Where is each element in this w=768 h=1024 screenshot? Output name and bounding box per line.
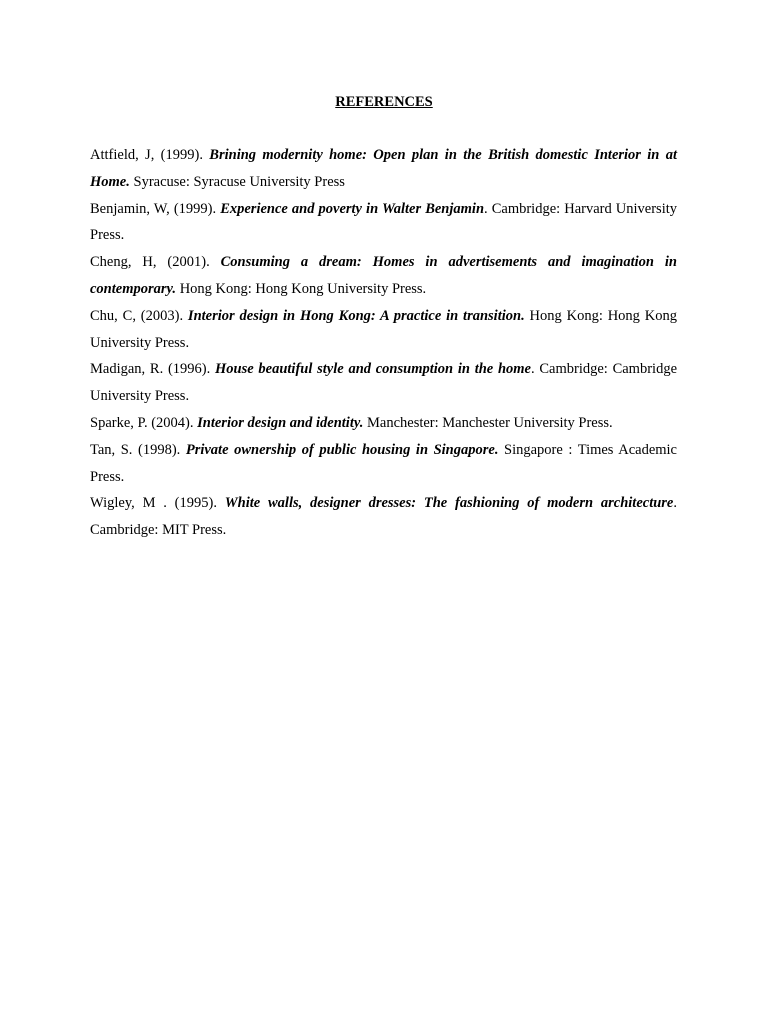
reference-author-year: Attfield, J, (1999). — [90, 147, 210, 163]
reference-author-year: Cheng, H, (2001). — [90, 254, 221, 271]
reference-work-title: White walls, designer dresses: The fashioning of modern architecture — [224, 495, 674, 512]
reference-publisher: Hong Kong: Hong Kong University Press. — [90, 307, 678, 351]
reference-entry — [90, 249, 677, 303]
reference-author-year: Chu, C, (2003). — [90, 307, 188, 324]
reference-author-year: Tan, S. (1998). — [90, 441, 186, 458]
reference-work-title: Private ownership of public housing in Singapore. — [185, 441, 499, 458]
reference-author-year: Benjamin, W, (1999). — [90, 200, 221, 217]
reference-publisher: . Cambridge: Harvard University Press. — [90, 200, 677, 244]
reference-publisher: Hong Kong: Hong Kong University Press. — [176, 280, 427, 297]
reference-publisher: Syracuse: Syracuse University Press — [129, 173, 345, 190]
reference-author-year: Sparke, P. (2004). — [90, 414, 198, 431]
reference-entry — [90, 356, 677, 410]
reference-work-title: Consuming a dream: Homes in advertisements and imagination in contemporary. — [90, 254, 677, 297]
reference-entry — [90, 437, 677, 491]
reference-publisher: Manchester: Manchester University Press. — [363, 414, 613, 431]
reference-work-title: Experience and poverty in Walter Benjamin — [220, 200, 485, 217]
reference-publisher: . Cambridge: Cambridge University Press. — [90, 361, 678, 405]
reference-work-title: House beautiful style and consumption in the home — [214, 361, 531, 378]
reference-publisher: Singapore : Times Academic Press. — [90, 441, 677, 485]
reference-publisher: . Cambridge: MIT Press. — [90, 495, 677, 539]
reference-work-title: Brining modernity home: Open plan in the British domestic Interior in at Home. — [90, 147, 677, 190]
reference-work-title: Interior design and identity. — [197, 414, 364, 431]
reference-author-year: Wigley, M . (1995). — [90, 495, 225, 512]
reference-entry — [90, 142, 677, 196]
reference-work-title: Interior design in Hong Kong: A practice in transition. — [187, 307, 525, 324]
reference-entry — [90, 196, 677, 250]
reference-author-year: Madigan, R. (1996). — [90, 361, 215, 378]
reference-list — [90, 142, 677, 544]
reference-entry — [90, 303, 677, 357]
reference-entry — [90, 410, 677, 437]
reference-entry — [90, 490, 677, 544]
references-heading: REFERENCES — [335, 94, 433, 110]
